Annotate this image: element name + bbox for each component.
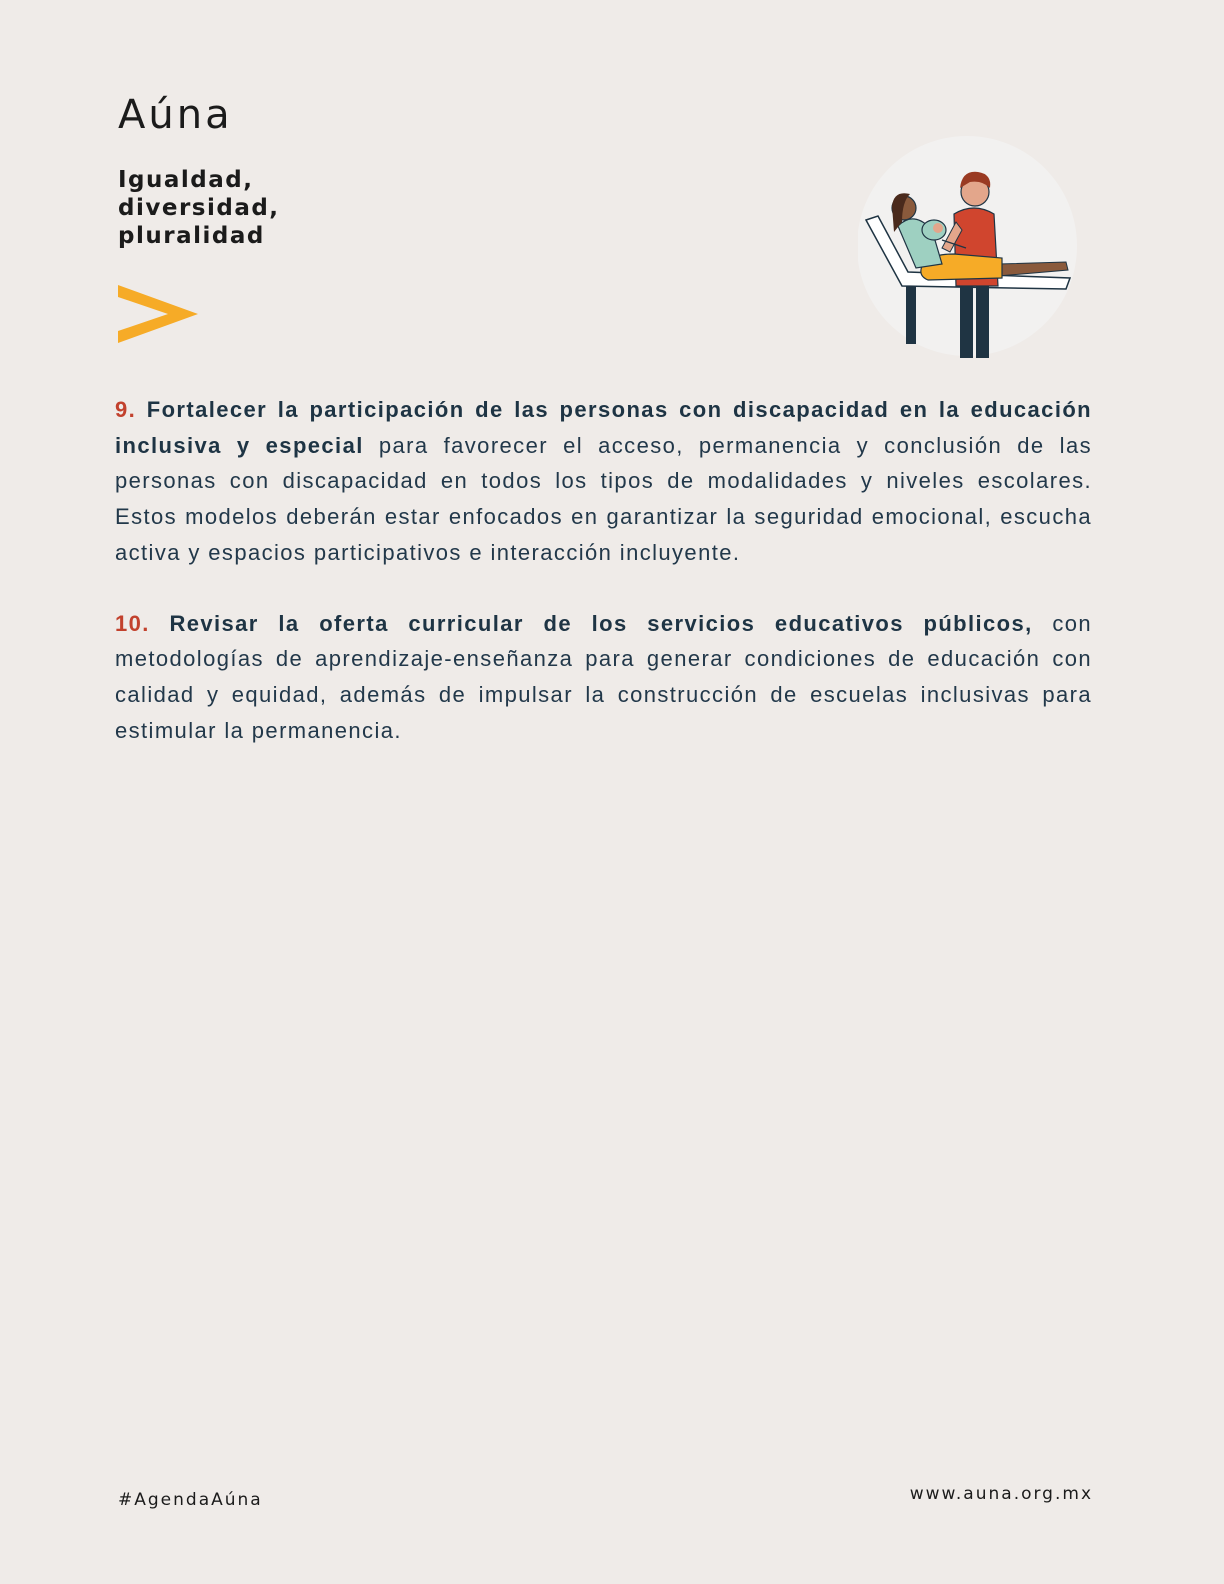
item-number: 10. <box>115 610 150 636</box>
tagline-line: Igualdad, <box>118 167 254 193</box>
tagline-line: pluralidad <box>118 223 265 249</box>
tagline-line: diversidad, <box>118 195 280 221</box>
item-text: para favorecer el acceso, permanencia y conclusión de las personas con discapacidad en todos los tipos de modalidades y niveles escolares. Estos modelos deberán estar enfocados en garantizar la seguridad emocional, escucha activa y espacios participativos e interacción incluyente. <box>115 432 1092 565</box>
item-heading: Fortalecer la participación de las personas con discapacidad en la educación inclusiva y especial <box>115 397 1093 458</box>
list-item <box>115 392 1092 571</box>
item-text: con metodologías de aprendizaje-enseñanza para generar condiciones de educación con calidad y equidad, además de impulsar la construcción de escuelas inclusivas para estimular la permanencia. <box>115 610 1092 743</box>
patient-caregiver-illustration <box>858 136 1078 360</box>
list-item <box>115 606 1092 749</box>
tagline <box>118 166 280 250</box>
item-number: 9. <box>115 397 137 422</box>
arrow-chevron-icon <box>118 285 198 345</box>
hashtag: #AgendaAúna <box>118 1490 263 1510</box>
content-body <box>115 392 1092 783</box>
website-link[interactable]: www.auna.org.mx <box>909 1484 1093 1504</box>
item-heading: Revisar la oferta curricular de los servicios educativos públicos, <box>169 610 1033 636</box>
brand-logo: Aúna <box>118 92 233 138</box>
